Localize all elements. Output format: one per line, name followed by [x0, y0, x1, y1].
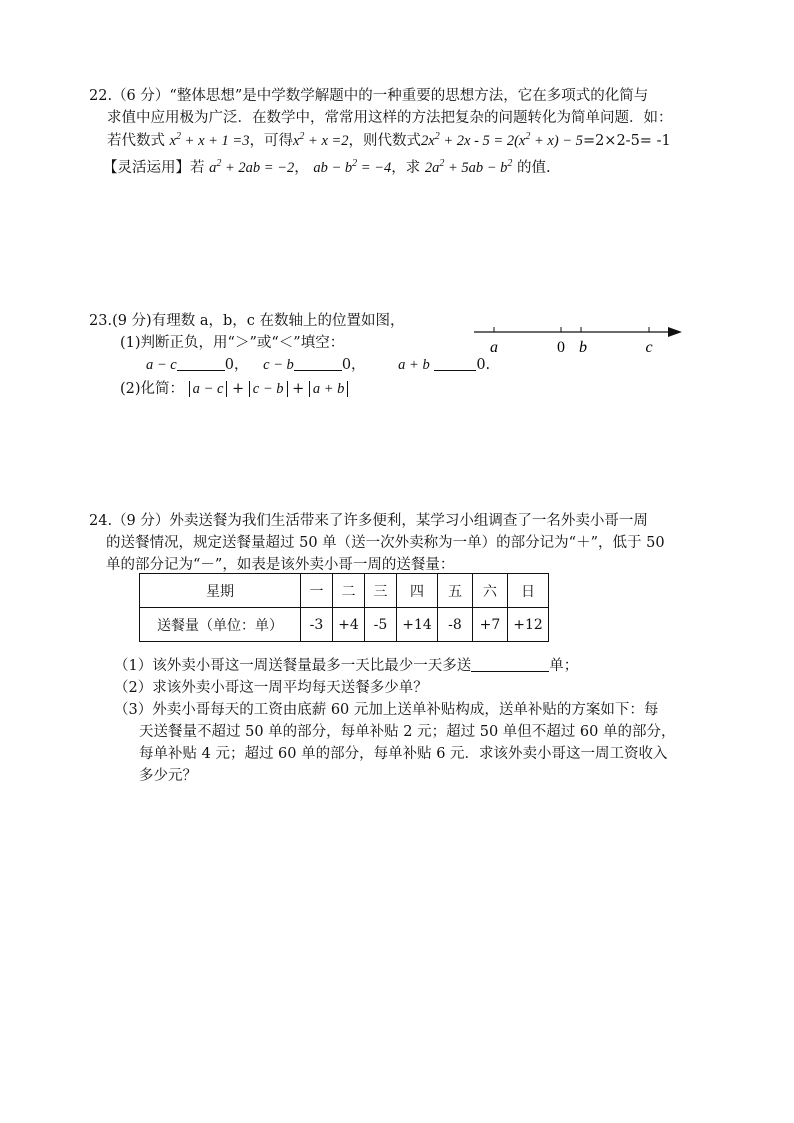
q23-intro: 有理数 a，b，c 在数轴上的位置如图， — [151, 313, 405, 329]
q23-score: (9 分) — [112, 313, 152, 329]
table-day: 四 — [397, 574, 438, 608]
table-value: +12 — [508, 608, 549, 642]
q23-line1 — [89, 311, 404, 331]
label-0: 0 — [557, 339, 565, 356]
abs-c-minus-b: c − b — [249, 381, 288, 397]
table-day: 二 — [333, 574, 365, 608]
q22-cond2: ab − $b^2 = -4$ — [313, 158, 392, 176]
blank-most-minus-least[interactable] — [471, 657, 549, 672]
label-b: b — [579, 339, 587, 356]
q24-number: 24. — [89, 513, 113, 529]
q24-sub3-line2: 天送餐量不超过 50 单的部分，每单补贴 2 元；超过 50 单但不超过 60 单的部分， — [139, 724, 676, 740]
q23-number: 23. — [89, 313, 113, 329]
blank-c-minus-b[interactable] — [294, 356, 342, 371]
blank-a-plus-b[interactable] — [434, 356, 476, 371]
table-row-label: 送餐量（单位：单） — [140, 608, 301, 642]
q24-sub2: （2）求该外卖小哥这一周平均每天送餐多少单？ — [114, 680, 428, 696]
q24-line1: 24.（9 分）外卖送餐为我们生活带来了许多便利，某学习小组调查了一名外卖小哥一周 — [89, 513, 648, 529]
q22-text1: “整体思想”是中学数学解题中的一种重要的思想方法，它在多项式的化简与 — [169, 88, 649, 104]
table-value: +4 — [333, 608, 365, 642]
table-value: +7 — [473, 608, 508, 642]
blank-a-minus-c[interactable] — [177, 356, 225, 371]
table-row — [140, 608, 549, 642]
q22-number: 22. — [89, 88, 113, 104]
q23-part1: (1)判断正负，用“＞”或“＜”填空： — [120, 335, 345, 351]
q23-part2: (2)化简： a − c + c − b + a + b — [120, 379, 348, 399]
delivery-table — [139, 573, 549, 642]
q22-formula1: $x^2 + x + 1 =3$ — [169, 131, 250, 149]
q24-sub3-line3: 每单补贴 4 元；超过 60 单的部分，每单补贴 6 元．求该外卖小哥这一周工资收入 — [139, 746, 668, 762]
table-day: 一 — [301, 574, 333, 608]
table-value: -5 — [365, 608, 397, 642]
table-day: 三 — [365, 574, 397, 608]
q22-line2: 求值中应用极为广泛．在数学中，常常用这样的方法把复杂的问题转化为简单问题．如： — [107, 110, 673, 126]
table-value: -8 — [438, 608, 473, 642]
table-row — [140, 574, 549, 608]
q24-sub1: （1）该外卖小哥这一周送餐量最多一天比最少一天多送 单； — [114, 658, 579, 674]
q22-target: $2a^2 + 5ab - b^2$ — [424, 158, 513, 176]
label-c: c — [645, 339, 653, 356]
abs-a-plus-b: a + b — [309, 381, 349, 397]
table-value: +14 — [397, 608, 438, 642]
q22-line1 — [89, 86, 648, 106]
q24-sub3-line1: （3）外卖小哥每天的工资由底薪 60 元加上送单补贴构成，送单补贴的方案如下：每 — [114, 702, 659, 718]
table-day: 日 — [508, 574, 549, 608]
abs-a-minus-c: a − c — [189, 381, 228, 397]
q24-score: （9 分） — [112, 513, 170, 529]
q23-blanks: a − c 0， c − b 0， a + b 0. — [146, 357, 491, 373]
q22-line3: 若代数式 $x^2 + x + 1 =3$，可得$x^2 + x =2$，则代数式$2x^2 + 2x - 5 = 2(x^2 + x) - 5=2\times 2-5= -1$ — [107, 131, 671, 149]
q22-cond1: $a^2 + 2ab = -2$ — [209, 158, 295, 176]
q22-score: （6 分） — [112, 88, 170, 104]
q22-formula3: $2x^2 + 2x - 5 = 2(x^2 + x) - 5$ — [421, 131, 583, 149]
table-value: -3 — [301, 608, 333, 642]
number-line-arrow-icon — [668, 327, 682, 337]
q24-line3: 单的部分记为“－”，如表是该外卖小哥一周的送餐量： — [106, 557, 455, 573]
table-day: 五 — [438, 574, 473, 608]
q22-tag: 【灵活运用】 — [103, 160, 190, 176]
q22-line4: 【灵活运用】若 $a^2 + 2ab = -2$， ab − $b^2 = -4$，求 $2a^2 + 5ab - b^2$ 的值. — [103, 158, 551, 176]
q24-sub3-line4: 多少元？ — [139, 768, 197, 784]
table-header-label: 星期 — [140, 574, 301, 608]
table-day: 六 — [473, 574, 508, 608]
q22-formula2: $x^2 + x =2$ — [292, 131, 349, 149]
q24-line2: 的送餐情况，规定送餐量超过 50 单（送一次外卖称为一单）的部分记为“＋”，低于 50 — [106, 535, 665, 551]
number-line — [470, 318, 690, 358]
label-a: a — [490, 339, 498, 356]
